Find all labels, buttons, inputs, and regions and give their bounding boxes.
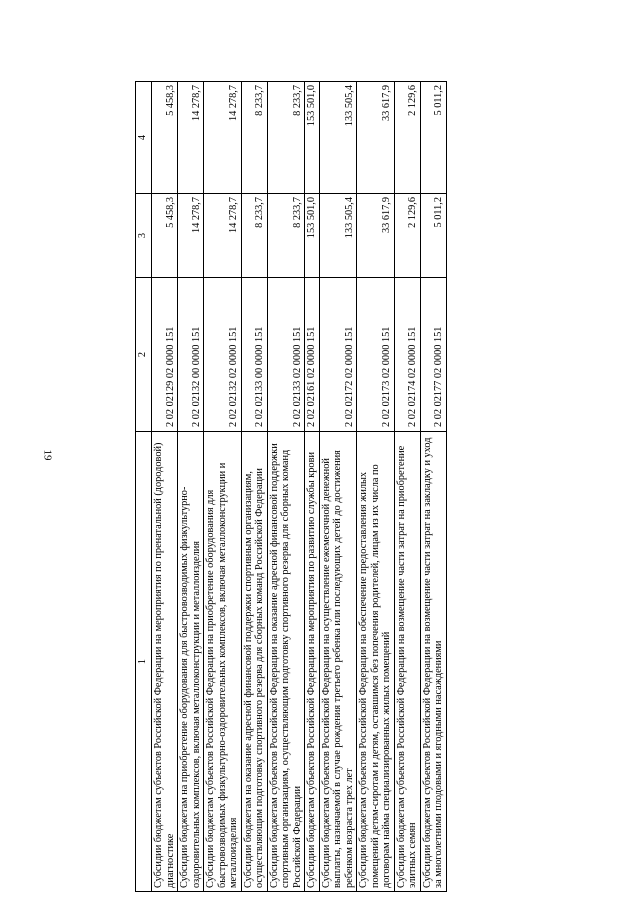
column-header-4: 4 [136,82,152,194]
amount-col4: 133 505,4 [319,82,357,194]
amount-col3: 2 129,6 [394,194,420,278]
amount-col4: 153 501,0 [305,82,320,194]
budget-code: 2 02 02161 02 0000 151 [305,278,320,432]
amount-col3: 5 458,3 [152,194,178,278]
amount-col4: 14 278,7 [178,82,204,194]
subsidy-name: Субсидии бюджетам на приобретение оборудования для быстровозводимых физкультурно-оздоровительных комплексов, включая металлоконструкции и металлоизделия [178,432,204,892]
column-header-1: 1 [136,432,152,892]
table-row [319,82,357,892]
amount-col3: 14 278,7 [178,194,204,278]
budget-code: 2 02 02172 02 0000 151 [319,278,357,432]
amount-col3: 14 278,7 [204,194,242,278]
column-header-3: 3 [136,194,152,278]
table-row [152,82,178,892]
budget-code: 2 02 02132 00 0000 151 [178,278,204,432]
amount-col3: 33 617,9 [357,194,395,278]
table-row [267,82,305,892]
budget-code: 2 02 02133 02 0000 151 [267,278,305,432]
table-row [178,82,204,892]
amount-col3: 153 501,0 [305,194,320,278]
amount-col4: 14 278,7 [204,82,242,194]
amount-col3: 8 233,7 [267,194,305,278]
amount-col4: 8 233,7 [241,82,267,194]
subsidy-name: Субсидии бюджетам субъектов Российской Федерации на обеспечение предоставления жилых помещений детям-сиротам и детям, оставшимся без попечения родителей, лицам из их числа по договорам найма специализированных жилых помещений [357,432,395,892]
amount-col4: 33 617,9 [357,82,395,194]
subsidy-name: Субсидии бюджетам субъектов Российской Федерации на мероприятия по пренатальной (дородовой) диагностике [152,432,178,892]
budget-code: 2 02 02129 02 0000 151 [152,278,178,432]
budget-code: 2 02 02133 00 0000 151 [241,278,267,432]
table-row [357,82,395,892]
budget-code: 2 02 02173 02 0000 151 [357,278,395,432]
page-number: 19 [41,449,54,461]
subsidy-name: Субсидии бюджетам субъектов Российской Федерации на оказание адресной финансовой поддержки спортивным организациям, осуществляющим подготовку спортивного резерва для сборных команд Российской Федерации [267,432,305,892]
table-row [204,82,242,892]
column-header-2: 2 [136,278,152,432]
budget-subsidies-table [135,81,447,892]
amount-col4: 5 011,2 [420,82,446,194]
table-row [420,82,446,892]
table-row [241,82,267,892]
table-header-row [136,82,152,892]
amount-col3: 133 505,4 [319,194,357,278]
amount-col4: 5 458,3 [152,82,178,194]
table-row [305,82,320,892]
subsidy-name: Субсидии бюджетам субъектов Российской Федерации на возмещение части затрат на закладку и уход за многолетними плодовыми и ягодными насаждениями [420,432,446,892]
amount-col4: 8 233,7 [267,82,305,194]
budget-code: 2 02 02132 02 0000 151 [204,278,242,432]
amount-col4: 2 129,6 [394,82,420,194]
subsidy-name: Субсидии бюджетам на оказание адресной финансовой поддержки спортивным организациям, осуществляющим подготовку спортивного резерва для сборных команд Российской Федерации [241,432,267,892]
subsidy-name: Субсидии бюджетам субъектов Российской Федерации на возмещение части затрат на приобретение элитных семян [394,432,420,892]
budget-code: 2 02 02177 02 0000 151 [420,278,446,432]
rotated-table-sheet [135,82,575,892]
subsidy-name: Субсидии бюджетам субъектов Российской Федерации на приобретение оборудования для быстровозводимых физкультурно-оздоровительных комплексов, включая металлоконструкции и металлоизделия [204,432,242,892]
amount-col3: 8 233,7 [241,194,267,278]
subsidy-name: Субсидии бюджетам субъектов Российской Федерации на осуществление ежемесячной денежной выплаты, назначаемой в случае рождения третьего ребенка или последующих детей до достижения ребенком возраста трех лет [319,432,357,892]
budget-code: 2 02 02174 02 0000 151 [394,278,420,432]
table-row [394,82,420,892]
subsidy-name: Субсидии бюджетам субъектов Российской Федерации на мероприятия по развитию службы крови [305,432,320,892]
amount-col3: 5 011,2 [420,194,446,278]
